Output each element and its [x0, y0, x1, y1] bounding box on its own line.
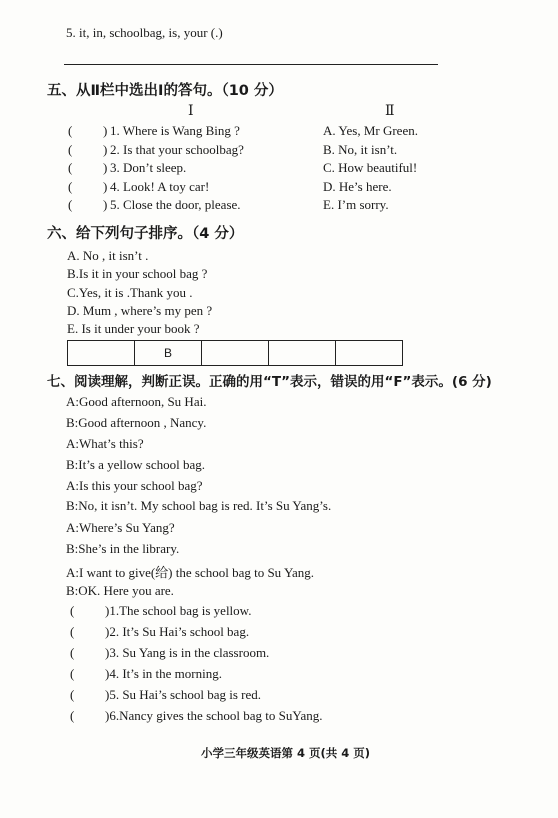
answer-paren-3[interactable]: ( [68, 160, 73, 175]
order-box-5[interactable] [336, 341, 403, 366]
order-box-1[interactable] [68, 341, 135, 366]
answer-paren-4[interactable]: ( [68, 179, 73, 194]
order-box-4[interactable] [269, 341, 336, 366]
judgment-item: )3. Su Yang is in the classroom. [105, 645, 270, 660]
judgment-item: )6.Nancy gives the school bag to SuYang. [105, 708, 323, 723]
dialogue-line: B:It’s a yellow school bag. [66, 457, 206, 472]
option-b: B. No, it isn’t. [323, 142, 398, 157]
dialogue-line: A:Where’s Su Yang? [66, 520, 175, 535]
judgment-paren[interactable]: ( [70, 708, 75, 723]
judgment-item: )1.The school bag is yellow. [105, 603, 252, 618]
column-2-heading: Ⅱ [385, 104, 395, 119]
question-2: 2. Is that your schoolbag? [110, 142, 244, 157]
dialogue-line: A:What’s this? [66, 436, 144, 451]
answer-paren-close-4: ) [103, 179, 108, 194]
section-7-title: 七、阅读理解，判断正误。正确的用“T”表示，错误的用“F”表示。(6 分) [47, 374, 492, 390]
question-3: 3. Don’t sleep. [110, 160, 187, 175]
sentence-e: E. Is it under your book ? [67, 321, 200, 336]
option-d: D. He’s here. [323, 179, 392, 194]
dialogue-line: B:She’s in the library. [66, 541, 180, 556]
dialogue-line: A:Is this your school bag? [66, 478, 203, 493]
sentence-d: D. Mum , where’s my pen ? [67, 303, 213, 318]
question-5: 5. Close the door, please. [110, 197, 241, 212]
answer-paren-1[interactable]: ( [68, 123, 73, 138]
option-a: A. Yes, Mr Green. [323, 123, 418, 138]
judgment-item: )5. Su Hai’s school bag is red. [105, 687, 261, 702]
sentence-b: B.Is it in your school bag ? [67, 266, 208, 281]
judgment-item: )2. It’s Su Hai’s school bag. [105, 624, 250, 639]
answer-paren-close-5: ) [103, 197, 108, 212]
question-5-line: 5. it, in, schoolbag, is, your (.) [66, 25, 223, 40]
answer-paren-close-2: ) [103, 142, 108, 157]
answer-line [64, 64, 438, 65]
order-box-3[interactable] [202, 341, 269, 366]
section-6-title: 六、给下列句子排序。（4 分） [47, 226, 244, 242]
dialogue-line: A:Good afternoon, Su Hai. [66, 394, 207, 409]
page-footer: 小学三年级英语第 4 页(共 4 页) [201, 746, 371, 760]
option-e: E. I’m sorry. [323, 197, 389, 212]
judgment-paren[interactable]: ( [70, 645, 75, 660]
section-5-title: 五、从Ⅱ栏中选出Ⅰ的答句。（10 分） [47, 83, 283, 99]
option-c: C. How beautiful! [323, 160, 418, 175]
answer-paren-close-3: ) [103, 160, 108, 175]
order-box-2[interactable]: B [135, 341, 202, 366]
judgment-item: )4. It’s in the morning. [105, 666, 222, 681]
judgment-paren[interactable]: ( [70, 624, 75, 639]
ordering-boxes [67, 340, 403, 366]
answer-paren-2[interactable]: ( [68, 142, 73, 157]
dialogue-line: A:I want to give(给) the school bag to Su Yang. [66, 565, 315, 580]
judgment-paren[interactable]: ( [70, 687, 75, 702]
question-4: 4. Look! A toy car! [110, 179, 210, 194]
column-1-heading: Ⅰ [188, 104, 194, 119]
answer-paren-close-1: ) [103, 123, 108, 138]
judgment-paren[interactable]: ( [70, 603, 75, 618]
dialogue-line: B:Good afternoon , Nancy. [66, 415, 207, 430]
dialogue-line: B:No, it isn’t. My school bag is red. It’s Su Yang’s. [66, 498, 332, 513]
answer-paren-5[interactable]: ( [68, 197, 73, 212]
judgment-paren[interactable]: ( [70, 666, 75, 681]
dialogue-line: B:OK. Here you are. [66, 583, 174, 598]
sentence-a: A. No , it isn’t . [67, 248, 149, 263]
sentence-c: C.Yes, it is .Thank you . [67, 285, 193, 300]
question-1: 1. Where is Wang Bing ? [110, 123, 240, 138]
